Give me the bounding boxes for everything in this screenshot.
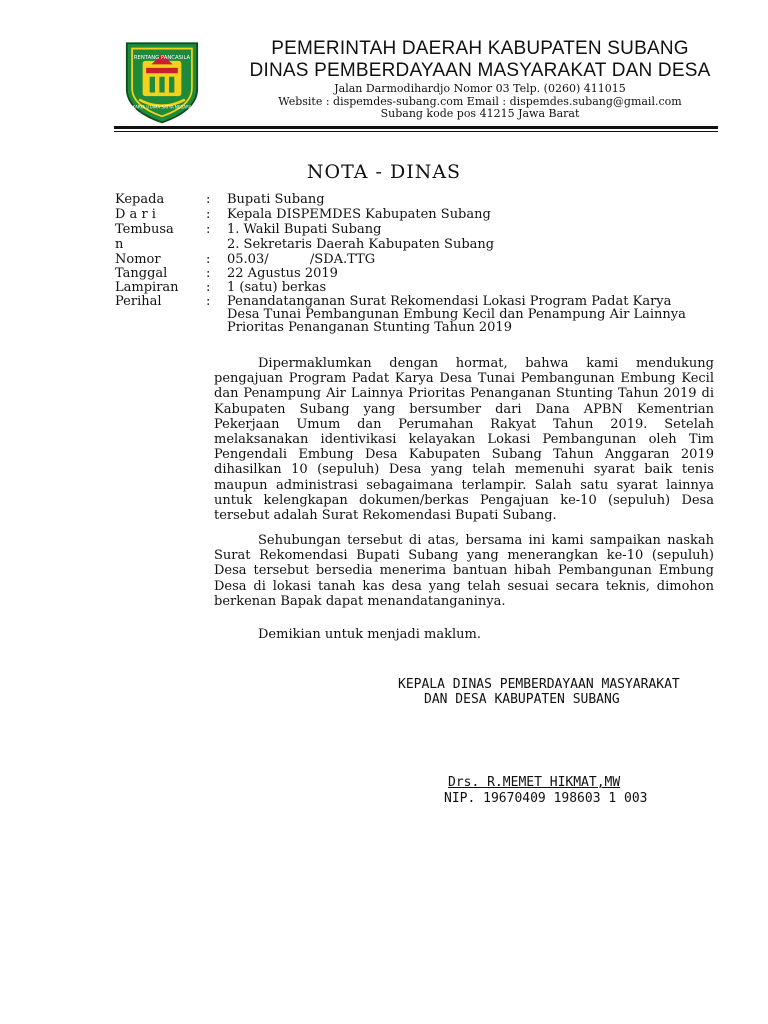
field-value-lampiran: 1 (satu) berkas [227, 280, 327, 295]
logo-text-top: RENTANG PANCASILA [133, 55, 191, 62]
kabupaten-subang-emblem-icon [118, 38, 206, 126]
field-label-tembusan-wrap: n [115, 237, 124, 252]
field-label-kepada: Kepada [115, 192, 165, 207]
letterhead-divider-thin [114, 131, 718, 132]
body-paragraph-3: Demikian untuk menjadi maklum. [258, 627, 481, 642]
field-label-lampiran: Lampiran [115, 280, 179, 295]
field-value-kepada: Bupati Subang [227, 192, 325, 207]
field-colon: : [206, 266, 211, 281]
field-label-tembusan: Tembusa [115, 222, 174, 237]
letterhead-divider-thick [114, 126, 718, 129]
letterhead-government: PEMERINTAH DAERAH KABUPATEN SUBANG [271, 38, 689, 59]
field-colon: : [206, 207, 211, 222]
letterhead-agency: DINAS PEMBERDAYAAN MASYARAKAT DAN DESA [249, 60, 711, 81]
field-colon: : [206, 222, 211, 237]
field-colon: : [206, 280, 211, 295]
field-label-tanggal: Tanggal [115, 266, 168, 281]
document-title: NOTA - DINAS [306, 161, 462, 183]
letterhead-postal: Subang kode pos 41215 Jawa Barat [380, 107, 580, 120]
field-value-dari: Kepala DISPEMDES Kabupaten Subang [227, 207, 491, 222]
field-colon: : [206, 294, 211, 309]
field-value-tembusan-2: 2. Sekretaris Daerah Kabupaten Subang [227, 237, 495, 252]
signatory-nip: NIP. 19670409 198603 1 003 [444, 791, 648, 806]
field-value-perihal-2: Desa Tunai Pembangunan Embung Kecil dan Penampung Air Lainnya [227, 307, 686, 322]
letterhead-website-email: Website : dispemdes-subang.com Email : dispemdes.subang@gmail.com [278, 95, 682, 108]
field-label-dari: D a r i [115, 207, 156, 222]
field-value-perihal-1: Penandatanganan Surat Rekomendasi Lokasi Program Padat Karya [227, 294, 672, 309]
field-value-nomor: 05.03/ /SDA.TTG [227, 252, 376, 267]
body-paragraph-2: Sehubungan tersebut di atas, bersama ini kami sampaikan naskah Surat Rekomendasi Bupati Subang yang menerangkan ke-10 (sepuluh) Desa tersebut bersedia menerima bantuan hibah Pembangunan Embung Desa di lokasi tanah kas desa yang telah sesuai secara teknis, dimohon berkenan Bapak dapat menandatanganinya. [214, 533, 714, 609]
field-colon: : [206, 192, 211, 207]
field-value-tanggal: 22 Agustus 2019 [227, 266, 338, 281]
field-label-nomor: Nomor [115, 252, 161, 267]
signatory-position-line2: DAN DESA KABUPATEN SUBANG [424, 692, 620, 707]
signatory-name: Drs. R.MEMET HIKMAT,MW [448, 775, 621, 790]
body-paragraph-1: Dipermaklumkan dengan hormat, bahwa kami mendukung pengajuan Program Padat Karya Desa Tunai Pembangunan Embung Kecil dan Penampung Air Lainnya Prioritas Penanganan Stunting Tahun 2019 di Kabupaten Subang yang bersumber dari Dana APBN Kementrian Pekerjaan Umum dan Perumahan Rakyat Tahun 2019. Setelah melaksanakan identivikasi kelayakan Lokasi Pembangunan oleh Tim Pengendali Embung Desa Kabupaten Subang Tahun Anggaran 2019 dihasilkan 10 (sepuluh) Desa yang telah memenuhi syarat baik tenis maupun administrasi sebagaimana terlampir. Salah satu syarat lainnya untuk kelengkapan dokumen/berkas Pengajuan ke-10 (sepuluh) Desa tersebut adalah Surat Rekomendasi Bupati Subang. [214, 356, 714, 524]
field-label-perihal: Perihal [115, 294, 162, 309]
field-value-tembusan-1: 1. Wakil Bupati Subang [227, 222, 382, 237]
field-colon: : [206, 252, 211, 267]
field-value-perihal-3: Prioritas Penanganan Stunting Tahun 2019 [227, 320, 512, 335]
letterhead-address: Jalan Darmodihardjo Nomor 03 Telp. (0260) 411015 [334, 82, 626, 95]
logo-text-bottom: KARTA UTAMA SATYA NEGARA [132, 104, 192, 110]
signatory-position-line1: KEPALA DINAS PEMBERDAYAAN MASYARAKAT [398, 677, 680, 692]
